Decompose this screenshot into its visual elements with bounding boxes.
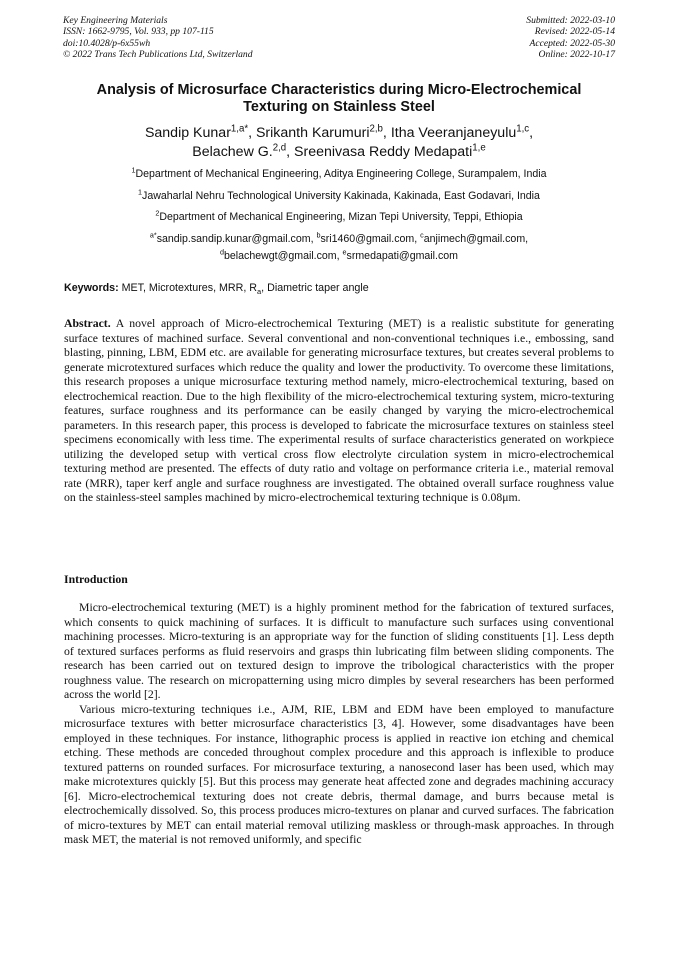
email-line-2: [30, 248, 648, 265]
author-name: Belachew G.: [192, 143, 273, 160]
author-line-1: [50, 124, 628, 143]
title-line-2: Texturing on Stainless Steel: [243, 99, 435, 116]
keywords-text-end: , Diametric taper angle: [261, 282, 369, 294]
journal-name: Key Engineering Materials: [63, 15, 168, 26]
keywords: [64, 281, 614, 295]
author-name: Sandip Kunar: [144, 125, 231, 141]
abstract-text: A novel approach of Micro-electrochemical Texturing (MET) is a realistic substitute for generating surface textures of machined surface. Several conventional and non-conventional techniques i.e., embossing, sand blasting, pinning, LBM, EDM etc. are available for generating microsurface textures, but creates several problems to generate microtextured surfaces which reduce the quality and lower the productivity. To overcome these limitations, this research proposes a unique microsurface texturing method namely, micro-electrochemical texturing, based on electrochemical reaction. Due to the high flexibility of the micro-electrochemical texturing system, micro-texturing features, surface roughness and its performance can be easily changed by varying the micro-electrochemical parameters. In this research paper, this process is developed to fabricate the microsurface textures on stainless steel specimens economically with less time. The experimental results of surface characteristics generated on workpiece utilizing the developed setup with vertical cross flow electrolyte circulation system in micro-electrochemical texturing method are presented. The effects of duty ratio and voltage on performance criteria i.e., material removal rate (MRR), taper kerf angle and surface roughness are investigated. The obtained overall surface roughness value on the stainless-steel samples machined by micro-electrochemical texturing technique is 0.08μm.: [64, 317, 614, 504]
author-separator: ,: [248, 125, 256, 141]
affiliation-text: Department of Mechanical Engineering, Mizan Tepi University, Teppi, Ethiopia: [159, 211, 523, 223]
author-list: [50, 124, 628, 161]
date-revised: Revised: 2022-05-14: [534, 26, 615, 38]
date-accepted: Accepted: 2022-05-30: [529, 37, 615, 49]
affiliation-mark: 2: [155, 208, 160, 218]
affiliation-3: [30, 210, 648, 224]
date-submitted: Submitted: 2022-03-10: [526, 15, 615, 26]
email-mark: d: [220, 246, 225, 256]
journal-copyright: © 2022 Trans Tech Publications Ltd, Switzerland: [63, 48, 253, 60]
journal-issn: ISSN: 1662-9795, Vol. 933, pp 107-115: [63, 26, 214, 38]
email-address[interactable]: sri1460@gmail.com: [320, 233, 415, 245]
date-online: Online: 2022-10-17: [538, 48, 615, 60]
affiliation-2: [30, 189, 648, 203]
email-address[interactable]: anjimech@gmail.com: [423, 233, 526, 245]
author-name: Srikanth Karumuri: [255, 125, 370, 141]
journal-doi: doi:10.4028/p-6x55wh: [63, 37, 151, 49]
email-mark: a*: [149, 230, 157, 240]
email-line-1: [30, 231, 648, 248]
introduction-body: [64, 601, 614, 848]
email-mark: b: [316, 230, 321, 240]
author-affil-mark: 1,a*: [230, 123, 249, 135]
paragraph: Various micro-texturing techniques i.e., AJM, RIE, LBM and EDM have been employed to manufacture microsurface textures with better microsurface characteristics [3, 4]. However, some disadvantages have been employed in these techniques. For instance, lithographic process is applied in reactive ion etching and chemical etching. These methods are conceded throughout complex procedure and this approach is inflexible to produce textured patterns on rounded surfaces. For microsurface texturing, a nanosecond laser has been used, which may make microtextures quickly [5]. But this process may generate heat affected zone and degrades machining accuracy [6]. Micro-electrochemical texturing does not create debris, thermal damage, and burrs because metal is electrochemically dissolved. So, this process produces micro-textures on planar and curved surfaces. The fabrication of micro-textures by MET can entail material removal utilizing maskless or through-mask approaches. In through mask MET, the material is not removed uniformly, and specific: [64, 702, 614, 846]
email-separator: ,: [310, 233, 317, 245]
paper-title: [50, 82, 628, 117]
author-affil-mark: 2,d: [272, 141, 287, 153]
author-separator: ,: [529, 125, 534, 141]
email-separator: ,: [336, 249, 343, 262]
paragraph: Micro-electrochemical texturing (MET) is a highly prominent method for the fabrication of textured surfaces, which consents to quick machining of surfaces. It is difficult to manufacture such surfaces using conventional machining processes. Micro-texturing is an appropriate way for the function of sliding constituents [1]. Less depth of textured surfaces performs as fluid reservoirs and grasps thin lubricating film between sliding components. The research has been carried out on textured design to improve the tribological characteristics with the proper roughness value. The research on micropatterning using micro dimples by several researchers has been performed across the world [2].: [64, 601, 614, 701]
keywords-text: MET, Microtextures, MRR, R: [118, 282, 257, 294]
affiliation-mark: 1: [131, 165, 136, 175]
email-address[interactable]: sandip.sandip.kunar@gmail.com: [156, 233, 311, 245]
author-name: Itha Veeranjaneyulu: [390, 125, 517, 141]
publication-dates: [526, 15, 615, 60]
author-affil-mark: 1,c: [516, 123, 530, 135]
affiliation-mark: 1: [138, 187, 143, 197]
keywords-label: Keywords:: [64, 282, 119, 294]
email-mark: e: [342, 246, 347, 256]
journal-header: [63, 15, 615, 60]
author-line-2: [50, 143, 628, 162]
author-affil-mark: 1,e: [472, 141, 486, 153]
email-mark: c: [420, 230, 424, 240]
email-address[interactable]: belachewgt@gmail.com: [224, 249, 337, 262]
affiliation-text: Jawaharlal Nehru Technological University Kakinada, Kakinada, East Godavari, India: [142, 190, 540, 202]
section-heading-introduction: Introduction: [64, 573, 128, 586]
author-affil-mark: 2,b: [369, 123, 383, 135]
author-name: Sreenivasa Reddy Medapati: [294, 143, 473, 160]
affiliation-1: [30, 167, 648, 181]
abstract-label: Abstract.: [64, 317, 111, 330]
email-address[interactable]: srmedapati@gmail.com: [346, 249, 458, 262]
author-emails: [30, 231, 648, 264]
email-separator: ,: [525, 233, 529, 245]
affiliation-text: Department of Mechanical Engineering, Aditya Engineering College, Surampalem, India: [135, 168, 547, 180]
author-separator: ,: [382, 125, 391, 141]
author-separator: ,: [286, 143, 295, 160]
journal-info: [63, 15, 253, 60]
keywords-subscript: a: [257, 287, 262, 297]
abstract: [64, 317, 614, 506]
title-line-1: Analysis of Microsurface Characteristics during Micro-Electrochemical: [96, 82, 582, 98]
email-separator: ,: [414, 233, 421, 245]
